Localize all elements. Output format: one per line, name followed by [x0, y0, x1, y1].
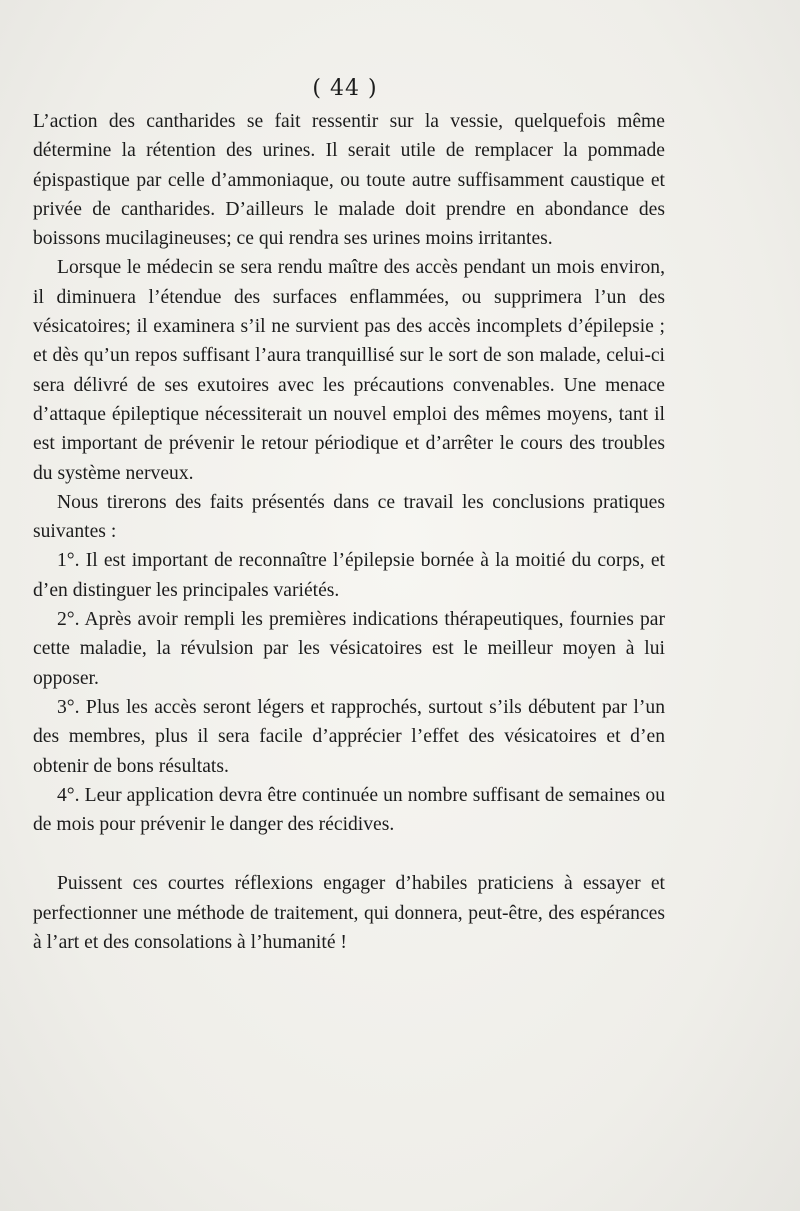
conclusion-item-4: 4°. Leur application devra être continuée un nombre suffisant de semaines ou de mois pour prévenir le danger des récidives. [33, 784, 665, 836]
conclusion-item-1: 1°. Il est important de reconnaître l’épilepsie bornée à la moitié du corps, et d’en distinguer les principales variétés. [33, 550, 665, 601]
page-number: ( 44 ) [312, 76, 378, 101]
paragraph-cantharides: L’action des cantharides se fait ressentir sur la vessie, quelquefois même détermine la rétention des urines. Il serait utile de remplacer la pommade épispastique par celle d’ammoniaque, ou toute autre suffisamment caustique et privée de cantharides. D’ailleurs le malade doit prendre en abondance des boissons mucilagineuses; ce qui rendra ses urines moins irritantes. [33, 111, 665, 250]
conclusion-item-2: 2°. Après avoir rempli les premières indications thérapeutiques, fournies par cette maladie, la révulsion par les vésicatoires est le meilleur moyen à lui opposer. [33, 609, 665, 689]
paragraph-conclusions-intro: Nous tirerons des faits présentés dans ce travail les conclusions pratiques suivantes : [33, 491, 665, 543]
closing-paragraph: Puissent ces courtes réflexions engager d’habiles praticiens à essayer et perfectionner une méthode de traitement, qui donnera, peut-être, des espérances à l’art et des consolations à l’humanité ! [33, 873, 665, 954]
paragraph-treatment: Lorsque le médecin se sera rendu maître des accès pendant un mois environ, il diminuera l’étendue des surfaces enflammées, ou supprimera l’un des vésicatoires; il examinera s’il ne survient pas des accès incomplets d’épilepsie ; et dès qu’un repos suffisant l’aura tranquillisé sur le sort de son malade, celui-ci sera délivré de ses exutoires avec les précautions convenables. Une menace d’attaque épileptique nécessiterait un nouvel emploi des mêmes moyens, tant il est important de prévenir le retour périodique et d’arrêter le cours des troubles du système nerveux. [33, 257, 665, 484]
paragraph-gap [33, 839, 665, 869]
page-body [33, 107, 665, 957]
conclusion-item-3: 3°. Plus les accès seront légers et rapprochés, surtout s’ils débutent par l’un des membres, plus il sera facile d’apprécier l’effet des vésicatoires et d’en obtenir de bons résultats. [33, 696, 665, 777]
